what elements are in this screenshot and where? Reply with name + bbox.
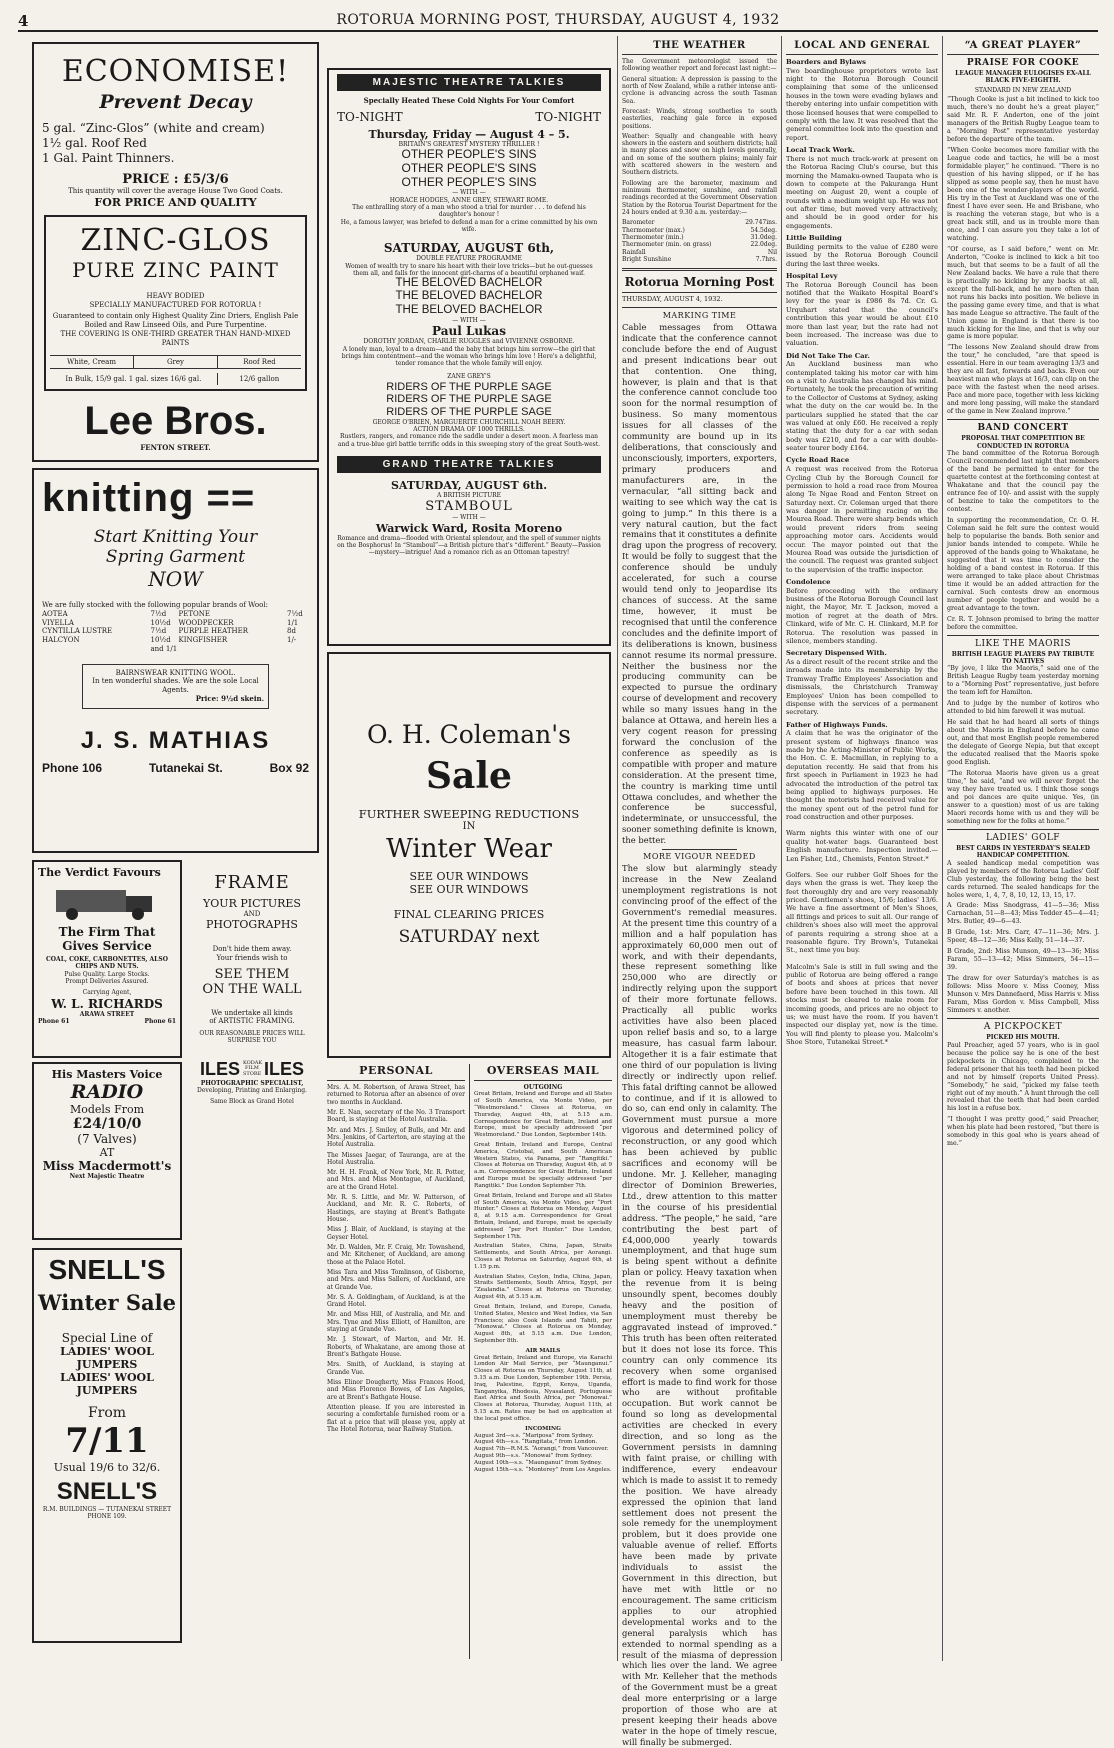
film-3-author: ZANE GREY'S [447,373,491,381]
wool-brand: WOODPECKER [178,618,234,627]
coleman-firm: O. H. Coleman's [366,720,571,749]
grand-with: — WITH — [452,514,486,522]
film-1-title: OTHER PEOPLE'S SINS [401,174,537,189]
personal-heading: PERSONAL [359,1064,433,1077]
band-para: Cr. R. T. Johnson promised to bring the matter before the committee. [947,615,1099,631]
maoris-para: And to judge by the number of kotiros who attended to bid him farewell it was mutual. [947,700,1099,716]
frame-l2: Your friends wish to [216,953,288,962]
film-1-blurb-a: The enthralling story of a man who stood a trial for murder . . . to defend his daughter's honour ! [352,204,586,219]
personal-para: Mrs. Smith, of Auckland, is staying at Grande Vue. [327,1361,465,1376]
radio-valves: (7 Valves) [77,1132,137,1146]
personal-body [327,1084,465,1433]
lee-bros-address: FENTON STREET. [140,443,211,453]
local-item-text: Building permits to the value of £280 were issued by the Rotorua Borough Council during the last three weeks. [786,242,938,268]
local-item-title: Hospital Levy [786,271,838,280]
personal-para: Mr. and Miss Hill, of Australia, and Mr. and Mrs. Tyne and Miss Elliott, of Hamilton, are staying at Grande Vue. [327,1311,465,1334]
snell-from: From [87,1405,127,1421]
coleman-l4: SEE OUR WINDOWS [409,870,529,883]
grand-stars: Warwick Ward, Rosita Moreno [375,521,563,535]
film-1-title: OTHER PEOPLE'S SINS [401,160,537,175]
radio-seller: Miss Macdermott's [42,1159,172,1173]
film-2-blurb-a: Women of wealth try to snare his heart with their love tricks—but he out-guesses them all, and falls for the innocent girl-charms of a beautiful orphaned waif. [345,262,593,277]
editorial-heading: MARKING TIME [662,310,737,320]
weather-para: General situation: A depression is passing to the north of New Zealand, while a rather intense anti-cyclone is advancing across the south Tasman Sea. [622,75,777,105]
incoming-item: August 7th—R.M.S. “Aorangi,” from Vancouver. [474,1446,609,1453]
weather-heading: THE WEATHER [653,40,746,51]
ad-economise-note: This quantity will cover the average House Two Good Coats. [68,187,283,195]
local-item-text: A claim that he was the originator of the present system of highways finance was made by the Acting-Minister of Public Works, the Hon. C. E. Macmillan, in replying to a deputation recently. He said that from his first speech in Parliament in 1923 he had advocated the introduction of the petrol tax being applied to highways purposes. He thought the motorists had received value for the money spent out of the petrol fund for road construction and other purposes. [786,729,938,822]
radio-at: AT [99,1146,115,1159]
truck-illustration [48,882,166,922]
maoris-para: “By jove, I like the Maoris,” said one of the British League Rugby team yesterday morning to a “Morning Post” representative, just before the team left for Hamilton. [947,665,1099,697]
wool-brand: PURPLE HEATHER [178,627,248,636]
verdict-pulse: Pulse Quality. Large Stocks. [64,970,150,978]
maoris-heading: LIKE THE MAORIS [974,638,1072,649]
overseas-para: Australian States, China, Japan, Straits Settlements, and South Africa, per Aorangi. Closes at Rotorua on Saturday, August 6th, at 1.15 p.m. [474,1243,612,1270]
truck-icon [48,882,178,922]
iles-dev: Developing, Printing and Enlarging. [197,1086,307,1094]
film-3-blurb: Rustlers, rangers, and romance ride the saddle under a desert moon. A fearless man and a true-blue girl battle terrific odds in this sweeping story of the great South-west. [337,433,601,448]
page-number: 4 [18,12,29,30]
ad-knitting [32,468,319,853]
wool-brand: HALCYON [42,636,80,644]
band-heading: BAND CONCERT [977,423,1069,434]
local-item-title: Cycle Road Race [786,456,850,465]
overseas-body [474,1091,612,1473]
reading-value: 29.747ins. [745,219,777,227]
wool-brand: KINGFISHER [178,636,228,644]
overseas-heading: OVERSEAS MAIL [486,1064,600,1077]
grand-date: SATURDAY, AUGUST 6th. [390,478,548,492]
paint-col-white: White, Cream [50,356,134,368]
tonight-left: TO-NIGHT [337,109,403,124]
zinc-spec-1: HEAVY BODIED [146,291,205,300]
majestic-date-2: SATURDAY, AUGUST 6th, [383,241,555,256]
grand-film: STAMBOUL [425,499,513,515]
editorial-paper-name: Rotorua Morning Post [624,275,775,289]
snell-usual: Usual 19/6 to 32/6. [53,1461,161,1474]
mathias-firm: J. S. MATHIAS [80,726,271,754]
paint-red-price: 12/6 gallon [239,375,280,384]
radio-models: Models From [69,1103,145,1116]
snell-address: R.M. BUILDINGS — TUTANEKAI STREET [42,1506,172,1513]
film-2-star: Paul Lukas [432,324,506,339]
verdict-tag-2: Gives Service [62,939,152,953]
pickpocket-heading-2: PICKED HIS MOUTH. [986,1034,1060,1042]
overseas-para: Great Britain, Ireland, and Europe, Canada, United States, Mexico and West Indies, via San Francisco; also Cook Islands and Tahiti, per “Monowai.” Closes at Rotorua on Monday, August 8th, at 5.15 a.m. Due London, September 8th. [474,1303,612,1344]
frame-t1: FRAME [214,872,290,893]
reading-row [622,256,777,263]
reading-value: 22.0deg. [750,241,777,249]
bairnswear-title: BAIRNSWEAR KNITTING WOOL. [115,668,236,677]
ad-economise-item: 1 Gal. Paint Thinners. [42,151,175,165]
editorial-heading-2: MORE VIGOUR NEEDED [643,852,756,862]
overseas-para: Great Britain, Ireland and Europe and all States of South America, via Monte Video, per “Port Hunter.” Closes at Rotorua on Monday, August 8, at 9.15 a.m. Correspondence for Great Britain, Ireland, and Europe, must be specially addressed “per Port Hunter.” Due London, September 17th. [474,1192,612,1240]
knitting-intro: We are fully stocked with the following popular brands of Wool: [42,601,268,609]
reading-row [622,234,777,241]
overseas-para: Great Britain, Ireland and Europe, Central America, Cristobal, and South American Western States, via Panama, per “Rangitiki.” Closes at Rotorua on Thursday, August 4th, at 9 a.m. Correspondence for Great Britain, Ireland and Europe must be specially addressed “per Rangitiki.” Due London September 7th. [474,1142,612,1189]
coleman-sale: Sale [426,755,512,797]
band-body [947,450,1099,632]
wool-price: 7½d [150,627,167,636]
local-item-title: Boarders and Bylaws [786,58,866,66]
weather-para: The Government meteorologist issued the following weather report and forecast last night:— [622,58,777,73]
coleman-l5: SEE OUR WINDOWS [409,883,529,896]
snell-line-1: Special Line of [61,1331,153,1345]
paint-price-header [50,355,301,368]
personal-para: The Misses Jaegar, of Tauranga, are at the Hotel Australia. [327,1151,465,1166]
film-1-cast: HORACE HODGES, ANNE GREY, STEWART ROME. [389,196,549,204]
editorial-column [622,264,777,1747]
mathias-box: Box 92 [269,760,309,775]
band-para: The band committee of the Rotorua Borough Council recommended last night that members of the band be permitted to enter for the quartette contest at the forthcoming contest at Whakatane and that the council pay the entrance fee of 10/- and assist with the supply of benzine to take the competitors to the contest. [947,449,1099,513]
band-para: In supporting the recommendation, Cr. O. H. Coleman said he felt sure the contest would help to popularise the bands. Both senior and junior bands intended to compete. While he approved of the bands going to Whakatane, he suggested that it was time to consider the holding of a band contest in Rotorua. If this were arranged to take place about Christmas time it would be an added attraction for the carnival. Such contests drew an enormous number of people together and would be a great advantage to the town. [947,516,1099,612]
verdict-phone-left: Phone 61 [38,1017,70,1025]
film-2-cast: DOROTHY JORDAN, CHARLIE RUGGLES and VIVIENNE OSBORNE. [363,338,575,346]
verdict-goods: COAL, COKE, CARBONETTES, ALSO CHIPS AND NUTS. [46,956,168,971]
film-3-title: RIDERS OF THE PURPLE SAGE [386,380,552,393]
local-item-text: Malcolm's Sale is still in full swing and the public of Rotorua are being offered a range of boots and shoes at prices that never before have been touched in this town. All stocks must be cleared to make room for incoming goods, and prices are no object to us; we must have the room. If you haven't inspected our display yet, now is the time. You will find plenty to please you. Malcolm's Shoe Store, Tutanekai Street.* [786,962,938,1047]
iles-logo-row [186,1059,318,1080]
film-3-genre: ACTION DRAMA OF 1000 THRILLS. [413,426,525,434]
film-1-blurb-b: He, a famous lawyer, was briefed to defend a man for a crime committed by his own wife. [340,218,598,234]
local-item-text: Warm nights this winter with one of our quality hot-water bags. Guaranteed best English manufacture. Inspection invited.—Len Fisher, Ltd., Chemists, Fenton Street.* [786,829,938,863]
local-item-title: Secretary Dispensed With. [786,649,887,658]
personal-para: Mr. J. Stewart, of Marton, and Mr. H. Roberts, of Whakatane, are among those at Brent's Bathgate House. [327,1336,465,1358]
local-item-text: Golfers. See our rubber Golf Shoes for the days when the grass is wet. They keep the feet thoroughly dry and are very reasonably priced. Gentlemen's shoes, 15/6; ladies' 13/6. We have a fine assortment of Men's Shoes, all fittings and prices to suit all. Our range of children's shoes also will meet the approval of parents requiring a strong shoe at a reasonable figure. Try Brown's, Tutanekai St., next time you buy. [786,870,938,955]
film-2-title: THE BELOVED BACHELOR [395,290,543,303]
ad-economise-item: 5 gal. “Zinc-Glos” (white and cream) [42,121,265,135]
radio-next: Next Majestic Theatre [69,1173,145,1180]
reading-label: Thermometer (min.) [622,233,684,241]
masthead [18,12,1098,32]
frame-t6: ON THE WALL [202,981,302,997]
snell-line-3: LADIES' WOOL JUMPERS [60,1371,154,1397]
iles-location: Same Block as Grand Hotel [210,1098,294,1106]
wool-price: 10½d and 1/1 [150,636,178,653]
wool-brand: VIYELLA [42,618,74,627]
reading-row [622,249,777,256]
reading-label: Rainfall [622,248,646,256]
golf-para: A sealed handicap medal competition was played by members of the Rotorua Ladies' Golf Club yesterday, the following being the best cards returned. The sealed handicaps for the holes were, 1, 4, 7, 8, 10, 12, 13, 15, 17. [947,859,1099,899]
mathias-phone: Phone 106 [42,760,103,775]
local-item-text: Before proceeding with the ordinary business of the Rotorua Borough Council last night, the Mayor, Mr. T. Jackson, moved a motion of regret at the death of Mrs. Clinkard, wife of Mr. C. H. Clinkard, M.P. for Rotorua. The resolution was passed in silence, members standing. [786,586,938,645]
snell-price: 7/11 [65,1421,149,1461]
verdict-name: W. L. RICHARDS [51,996,163,1011]
film-3-title: RIDERS OF THE PURPLE SAGE [386,406,552,419]
personal-para: Mrs. A. M. Robertson, of Arawa Street, has returned to Rotorua after an absence of over two months in Auckland. [327,1084,465,1106]
personal-para: Miss J. Blair, of Auckland, is staying at the Geyser Hotel. [327,1226,465,1241]
wool-price: 7½d [150,609,167,618]
verdict-phones [38,1018,176,1025]
paint-price-row [50,368,301,389]
iles-firm-right: ILES [264,1058,305,1079]
lee-bros-firm: Lee Bros. [84,399,267,444]
cooke-para: “Though Cooke is just a bit inclined to kick too much, there's no doubt he's a great player,” said Mr. R. F. Anderton, one of the joint managers of the British Rugby League team to a “Morning Post” representative yesterday before the departure of the team. [947,95,1099,143]
frame-t2: YOUR PICTURES [203,897,301,910]
coleman-l3: Winter Wear [386,834,552,864]
majestic-date-1: Thursday, Friday — August 4 – 5. [368,127,570,141]
reading-row [622,241,777,248]
weather-para: Following are the barometer, maximum and minimum thermometer, sunshine, and rainfall readings recorded at the Government Observation Station by the Rotorua Tourist Department for the 24 hours ended at 9.30 a.m. yesterday:— [622,179,777,216]
incoming-item: August 3rd—s.s. “Mariposa” from Sydney. [474,1432,594,1439]
local-column [786,38,938,1664]
majestic-heat: Specially Heated These Cold Nights For Your Comfort [363,96,575,105]
snell-firm: SNELL'S [56,1478,158,1505]
mathias-street: Tutanekai St. [148,760,223,775]
reading-label: Bright Sunshine [622,255,672,263]
cooke-heading: “A GREAT PLAYER” [964,40,1082,51]
coleman-l7: SATURDAY next [398,927,540,947]
cooke-para: “The lessons New Zealand should draw from the tour,” he concluded, “are that speed is essential. Here in our team averaging 13/3 and they are all fast, forwards and backs. Even our heaviest man who plays at 16/3, can clip on the pace with the fastest when the need arises. Pace and more pace, together with less kicking and more long passing, will make the standard of the game in New Zealand improve.” [947,344,1099,416]
ad-radio [32,1062,182,1240]
golf-para: The draw for over Saturday's matches is as follows: Miss Moore v. Miss Cooney, Miss Munson v. Mrs Dannefaerd, Miss Harris v. Miss Faram, Miss Gordon v. Miss Campbell, Miss Simmers v. another. [947,975,1099,1015]
wool-price: 10½d [150,618,171,627]
ad-coleman [327,652,611,1058]
frame-t4: PHOTOGRAPHS [206,918,298,931]
zinc-glos-subtitle: PURE ZINC PAINT [72,257,279,282]
sport-column [947,38,1099,1664]
local-heading: LOCAL AND GENERAL [794,40,930,51]
incoming-item: August 10th—s.s. “Maunganui” from Sydney. [474,1459,602,1466]
weather-para: Forecast: Winds, strong southerlies to south easterlies, reaching gale force in exposed positions. [622,107,777,130]
paint-col-grey: Grey [134,356,218,368]
ad-economise [32,42,319,462]
pickpocket-para: “I thought I was pretty good,” said Preacher, when his plate had been restored, “but there is somebody in this goal who is years ahead of me.” [947,1116,1099,1148]
ad-economise-item: 1½ gal. Roof Red [42,136,147,150]
golf-heading: LADIES' GOLF [985,832,1061,843]
ad-frame [186,872,318,1232]
tonight-right: TO-NIGHT [535,109,601,124]
editorial-para: The slow but alarmingly steady increase in the New Zealand unemployment registrations is not convincing proof of the effect of the Government's remedial measures. At the present time this country of a million and a half population has approximately 60,000 men out of work, and with their dependants, these represent something like 250,000 who are directly or indirectly relying upon the support of their more fortunate fellows. Practically all public works activities have also been placed upon relief basis and so, to a large measure, has casual farm labour. Altogether it is a fair estimate that one third of our population is living directly or indirectly upon relief. This fatal drifting cannot be allowed to continue, and if it is allowed to do so, can end only in calamity. The Government must pursue a more vigorous and determined policy of reconstruction, or any good which has been achieved by public sacrifices and economy will be undone. Mr. J. Kelleher, managing director of Dominion Breweries, Ltd., drew attention to this matter in the course of his presidential address. “The people,” he said, “are contributing the best part of £4,000,000 yearly towards unemployment, and that huge sum is being spent without a definite plan or policy. Heavy taxation when the revenue from it is being unsoundly spent, becomes doubly heavy and the position of unemployment must thereby be aggravated instead of improved.” This truth has been often reiterated but it does not lose its force. This country can only commence its recovery when some organised effort is made to find work for those who are without profitable occupation. But work cannot be found so long as developmental activities are checked in every direction, and so long as the Government persists in damning with faint praise, or chilling with indifference, every endeavour which is made to assist it to remedy the position. We have already expressed the opinion that land settlement does not present the sole remedy for the unemployment problem, but it does provide one valuable avenue of relief. Efforts have been made by private individuals to assist the Government in this direction, but have met with little or no encouragement. The same criticism applies to our atrophied developmental works and to the general paralysis which has extended to normal spending as a result of the miasma of depression which lies over the land. We agree with Mr. Kelleher that the methods of the Government must be a great deal more enterprising or a large proportion of those who are at present keeping their heads above water in the hope of timely rescue, will finally be submerged. [622,863,777,1747]
local-item-text: Two boardinghouse proprietors wrote last night to the Rotorua Borough Council complaining that some of the unlicensed houses in the town were evading bylaws and thereby entering into unfair competition with those licensed houses that were compelled to comply with the law. It was resolved that the general committee look into the question and report. [786,66,938,142]
incoming-item: August 4th—s.s. “Rangitata,” from London. [474,1439,598,1446]
weather-para: Weather: Squally and changeable with heavy showers in the eastern and southern districts; hail in many places and snow on high levels generally, and on some of the southern plains; mainly fair with scattered showers in the western and Southern districts. [622,132,777,177]
film-2-title: THE BELOVED BACHELOR [395,303,543,316]
golf-para: B Grade, 1st: Mrs. Carr, 47—11—36; Mrs. J. Speer, 48—12—36; Miss Kelly, 51—14—37. [947,929,1099,945]
frame-t3: AND [243,910,261,918]
frame-t5: SEE THEM [214,966,290,982]
wool-brand: CYNTILLA LUSTRE [42,627,113,636]
local-item-text: There is not much track-work at present on the Rotorua Racing Club's course, but this morning the Mamaku-owned Taupata who is down to compete at the Pakuranga Hunt meeting on August 20, went a couple of rounds with a medium weight up. He was not out after time, but moved very attractively, and should be in good order for his engagements. [786,154,938,230]
zinc-glos-brand: ZINC-GLOS [80,222,271,258]
majestic-thriller: BRITAIN'S GREATEST MYSTERY THRILLER ! [398,140,540,148]
local-item-title: Did Not Take The Car. [786,351,870,360]
band-heading-2: PROPOSAL THAT COMPETITION BE CONDUCTED IN ROTORUA [961,435,1085,450]
wool-brand: AOTEA [42,609,68,618]
frame-l1: Don't hide them away. [212,945,292,953]
golf-body [947,860,1099,1016]
personal-column [327,1062,465,1662]
wool-price: 1/- [287,636,297,644]
personal-para: Miss Tara and Miss Tomlinson, of Gisborne, and Mrs. and Miss Sallers, of Auckland, are at Grande Vue. [327,1268,465,1291]
reading-label: Thermometer (min. on grass) [622,241,712,249]
zinc-spec-4: THE COVERING IS ONE-THIRD GREATER THAN HAND-MIXED PAINTS [60,329,291,347]
personal-para: Attention please. If you are interested in securing a comfortable furnished room or a flat at a price that will please you, apply at The Hotel Rotorua, near Railway Station. [327,1403,465,1433]
ad-majestic [327,68,611,646]
air-mails-head: AIR MAILS [525,1347,561,1354]
personal-para: Mr. H. H. Frank, of New York, Mr. R. Potter, and Mrs. and Miss Montague, of Auckland, are at the Grand Hotel. [327,1169,465,1191]
cooke-heading-2: PRAISE FOR COOKE [966,58,1080,68]
masthead-title: ROTORUA MORNING POST, THURSDAY, AUGUST 4, 1932 [336,12,780,28]
radio-price: £24/10/0 [72,1116,142,1132]
reading-value: 7.7hrs. [755,255,777,263]
iles-firm-left: ILES [199,1058,240,1079]
knitting-line-1: Start Knitting Your [93,527,258,547]
cooke-heading-4: STANDARD IN NEW ZEALAND [974,86,1072,94]
bairnswear-box [82,664,269,709]
cooke-para: “Of course, as I said before,” went on Mr. Anderton, “Cooke is inclined to kick a bit too much, but that seems to be a fault of all the New Zealand backs. We have a rule that there is practically no kicking by any backs at all, except the full-back, and he more often than not runs his backs into position. We believe in the passing game every time, and that is what has made League so attractive. The fault of the Union game in England is that there is too much kicking for the line, and that is why our game is more popular. [947,245,1099,341]
radio-brand: His Masters Voice [51,1068,163,1081]
incoming-item: August 15th—s.s. “Monterey” from Los Angeles. [474,1466,612,1473]
wool-brand: PETONE [178,609,210,618]
personal-para: Mr. E. Nan, secretary of the No. 3 Transport Board, is staying at the Hotel Australia. [327,1108,465,1124]
maoris-para: He said that he had heard all sorts of things about the Maoris in England before he came out, and that most English people remembered the delegate of George Nepia, but that except the educated realised that the Maoris spoke good English. [947,719,1099,767]
bairnswear-price: Price: 9½d skein. [195,693,264,703]
mathias-contact [42,761,309,775]
reading-label: Barometer [622,219,655,227]
verdict-phone-right: Phone 61 [144,1017,176,1025]
reading-value: Nil [767,248,777,256]
personal-para: Mr. S. A. Goldingham, of Auckland, is at the Grand Hotel. [327,1293,465,1309]
golf-heading-2: BEST CARDS IN YESTERDAY'S SEALED HANDICAP COMPETITION. [956,844,1090,860]
overseas-para: Australian States, Ceylon, India, China, Japan, Straits Settlements, South Africa, Egypt, per “Zealandia.” Closes at Rotorua on Thursday, August 4th, at 5.15 a.m. [474,1273,612,1301]
personal-para: Mr. R. S. Little, and Mr. W. Patterson, of Auckland, and Mr. R. C. Roberts, of Hastings, are staying at Brent's Bathgate House. [327,1194,465,1223]
personal-para: Miss Elinor Dougherty, Miss Frances Hood, and Miss Florence Bowes, of Los Angeles, are at Brent's Bathgate House. [327,1378,465,1401]
pickpocket-heading: A PICKPOCKET [983,1022,1063,1033]
golf-para: B Grade, 2nd: Miss Munson, 49—13—36; Miss Faram, 55—13—42; Miss Simmers, 54—15—39. [947,948,1099,972]
radio-title: RADIO [70,1081,144,1103]
iles-kodak: KODAK FILM STORE [243,1059,263,1077]
frame-l3: We undertake all kinds [211,1008,293,1017]
paint-col-red: Roof Red [243,358,276,367]
frame-l6: SURPRISE YOU [227,1037,277,1045]
local-item-title: Local Track Work. [786,146,855,155]
ad-snell [32,1248,182,1643]
editorial-body-2 [622,863,777,1748]
golf-para: A Grade: Miss Snodgrass, 41—5—36; Miss Carnachan, 51—8—43; Miss Tedder 45—4—41; Mrs. Butler, 49—6—43. [947,902,1099,926]
local-item-text: A request was received from the Rotorua Cycling Club by the Borough Council for permission to hold a road race from Mourea along Te Ngae Road and Fenton Street on Saturday next. Cr. Coleman urged that there was danger in permitting racing on the Mourea Road. There were sharp bends which would prevent riders from seeing approaching motor cars. Accidents would occur. The mayor pointed out that the Mourea Road was outside the jurisdiction of the council. The request was granted subject to the supervision of the traffic inspector. [786,465,938,574]
cooke-body [947,96,1099,416]
maoris-heading-2: BRITISH LEAGUE PLAYERS PAY TRIBUTE TO NATIVES [951,650,1095,665]
ad-economise-subtitle: Prevent Decay [99,91,252,113]
verdict-street: ARAWA STREET [79,1010,135,1018]
overseas-outgoing: OUTGOING [523,1084,563,1091]
verdict-title: The Verdict Favours [38,866,161,879]
maoris-body [947,665,1099,826]
local-item-title: Condolence [786,578,831,586]
cooke-heading-3: LEAGUE MANAGER EULOGISES EX-ALL BLACK FIVE-EIGHTH. [955,70,1091,85]
maoris-para: “The Rotorua Maoris have given us a great time,” he said, “and we will never forget the way they have treated us. I think those songs and poi dances are quite unique. Yes, (in answer to a question) most of us are taking Maori records home with us and they will be something new for the folks at home.” [947,770,1099,825]
film-1-title: OTHER PEOPLE'S SINS [401,147,537,162]
incoming-item: August 9th—s.s. “Monowai” from Sydney. [474,1452,593,1459]
personal-para: Mr. D. Walden, Mr. F. Craig, Mr. Townshend, and Mr. Kitchener, of Auckland, are among those at the Palace Hotel. [327,1243,465,1266]
film-3-title: RIDERS OF THE PURPLE SAGE [386,393,552,406]
local-item-text: As a direct result of the recent strike and the inroads made into its membership by the Tramway Traffic Employees' Association and dismissals, the Christchurch Tramway Employees' Union has been compelled to dispense with the services of a permanent secretary. [786,658,938,717]
coleman-l6: FINAL CLEARING PRICES [393,908,545,921]
personal-para: Mr. and Mrs. J. Smiley, of Bulls, and Mr. and Mrs. Jenkins, of Carterton, are staying at the Hotel Australia. [327,1126,465,1149]
film-2-with: — WITH — [452,316,486,324]
weather-body [622,58,777,216]
reading-row [622,227,777,234]
editorial-date: THURSDAY, AUGUST 4, 1932. [622,295,723,303]
editorial-body [622,322,777,846]
verdict-carry: Carrying Agent, [82,989,132,997]
reading-row [622,219,777,226]
local-item-text: An Auckland business man who contemplated taking his motor car with him on a visit to Australia has changed his mind. Fortunately, he took the precaution of writing to the Collector of Customs at Sydney, asking what the duty on the car would be. In the particulars supplied he stated that the car was valued at only £60. He received a reply stating that the duty for a car with sedan body was £210, and for a car with double-seater tourer body £164. [786,360,938,453]
local-item-title: Father of Highways Funds. [786,720,888,729]
overseas-para: Great Britain, Ireland and Europe and all States of South America, via Monte Video, per “Westmoreland.” Closes at Rotorua, on Thursday, August 4th, at 5.15 a.m. Correspondence for Great Britain, Ireland and Europe, must be specially addressed “per Westmoreland.” Due London, September 14th. [474,1091,612,1139]
reading-label: Thermometer (max.) [622,226,685,234]
film-3-cast: GEORGE O'BRIEN, MARGUERITE CHURCHILL NOAH BEERY. [372,418,566,426]
incoming-head: INCOMING [525,1425,561,1432]
bairnswear-text: In ten wonderful shades. We are the sole Local Agents. [92,677,259,694]
ad-verdict [32,860,182,1058]
ad-economise-tag: FOR PRICE AND QUALITY [94,195,257,209]
snell-phone: PHONE 109. [87,1513,127,1521]
local-item-text: The Rotorua Borough Council has been notified that the Waikato Hospital Board's levy for the year is £986 8s 7d. Cr. G. Urquhart stated that the council's contribution this year would be about £10 more than last year, but the rate had not been increased. The increase was due to valuation. [786,280,938,348]
zinc-glos-panel [44,215,307,392]
ad-economise-price: PRICE : £5/3/6 [122,172,229,187]
snell-line-2: LADIES' WOOL JUMPERS [60,1345,154,1371]
wool-price: 7½d [287,609,303,618]
knitting-title: knitting == [42,476,256,520]
weather-readings [622,219,777,263]
snell-sale: Winter Sale [38,1290,177,1315]
local-body [786,58,938,1046]
zinc-spec-3: Guaranteed to contain only Highest Quality Zinc Driers, English Pale Boiled and Raw Linseed Oils, and Pure Turpentine. [52,312,299,329]
film-1-with: — WITH — [452,189,486,197]
wool-list [42,610,309,654]
film-2-blurb-b: A lonely man, loyal to a dream—and the baby that brings him sorrow—the girl that brings him contentment—and the woman who brings him love ! Here's a delightful, tender romance that the whole family will enjoy. [341,345,597,368]
frame-l4: of ARTISTIC FRAMING. [209,1017,295,1026]
grand-blurb: Romance and drama—flooded with Oriental splendour, and the spell of summer nights on the Bosphorus! In “Stamboul”—a British picture that's “different.” Beauty—Passion—mystery—intrigue! And a romance rich as an Ottoman tapestry! [337,534,601,557]
verdict-prompt: Prompt Deliveries Assured. [65,977,149,985]
grand-picture: A BRITISH PICTURE [436,491,502,499]
local-item-title: Little Building [786,234,842,243]
pickpocket-body [947,1042,1099,1149]
verdict-tag-1: The Firm That [58,925,156,939]
pickpocket-para: Paul Preacher, aged 57 years, who is in gaol because the police say he is one of the best pickpockets in Chicago, complained to the federal prisoner that his teeth had been picked and not by himself (reports United Press). “Somebody,” he said, “picked my false teeth right out of my mouth.” A hunt through the cell revealed that the teeth that had been carded his lost in a refuse box. [947,1041,1099,1113]
knitting-line-2: Spring Garment [105,547,246,567]
grand-banner: GRAND THEATRE TALKIES [337,456,601,473]
ad-economise-title: ECONOMISE! [61,54,290,89]
wool-price: 1/1 [287,618,299,627]
coleman-l2: IN [462,821,476,832]
overseas-column [474,1062,612,1662]
editorial-para: Cable messages from Ottawa indicate that the conference cannot conclude before the end of August and present indications bear out that contention. One thing, however, is plain and that is that the conference cannot conclude too soon for the normal resumption of business. So many momentous issues for all classes of the community are bound up in its deliberations, that consciously and unconsciously, importers, exporters, primary producers and manufacturers are, in the vernacular, “all sitting back and waiting to see which way the cat is going to jump.” In this there is a very natural caution, but the fact remains that it constitutes a definite drag upon the progress of recovery. It would be folly to suggest that the conference should be unduly accelerated, for such a course would tend only to jeopardise its chances of success. At the same time, however, it must be recognised that until the conference concludes and the definite import of its deliberations is known, business cannot resume its normal pressure. Neither the business nor the producing community can be expected to pursue the ordinary course of development and recovery while so many issues hang in the balance at Ottawa, and herein lies a very cogent reason for pressing forward the conclusion of the conference as speedily as is compatible with proper and mature consideration. At the present time, the country is marking time until Ottawa concludes, and whether the conference be successful, indeterminate, or unsuccessful, the sooner something definite is known, the better. [622,321,777,846]
majestic-banner: MAJESTIC THEATRE TALKIES [337,74,601,91]
coleman-l1: FURTHER SWEEPING REDUCTIONS [358,807,580,821]
reading-value: 54.5deg. [750,226,777,234]
frame-l5: OUR REASONABLE PRICES WILL [199,1030,305,1037]
air-mails-para: Great Britain, Ireland and Europe, via Karachi London Air Mail Service, per “Maunganui.” Closes at Rotorua on Thursday, August 11th, at 5.15 a.m. Due London, September 19th. Persia, Iraq, Palestine, Egypt, Kenya, Uganda, Tanganyika, Rhodesia, Nyasaland, Portuguese East Africa and South Africa, per “Monowai.” Closes at Rotorua, Thursday, August 11th, at 5.15 a.m. Rates may be had on application at the local post office. [474,1354,612,1422]
reading-value: 31.0deg. [750,233,777,241]
paint-bulk-price: In Bulk, 15/9 gal. 1 gal. sizes 16/6 gal. [50,373,218,385]
iles-dept: PHOTOGRAPHIC SPECIALIST, [200,1079,304,1087]
snell-title: SNELL'S [48,1254,166,1285]
knitting-line-3: NOW [148,567,203,591]
majestic-tonight [337,110,601,124]
weather-column [622,38,777,263]
film-2-title: THE BELOVED BACHELOR [395,277,543,290]
wool-price: 8d [287,627,296,636]
zinc-spec-2: SPECIALLY MANUFACTURED FOR ROTORUA ! [89,300,262,309]
majestic-double: DOUBLE FEATURE PROGRAMME [416,255,522,263]
cooke-para: “When Cooke becomes more familiar with the League code and tactics, he will be a most formidable player,” he continued. “There is no question of his having slipped, or if he has slipped as some people say, then he must have been one of the wonder-players of the world. His try in the Test at Auckland was one of the finest I have ever seen. He and Brisbane, who is reaching the veteran stage, but who is a great back still, and us in trouble more than once, and I can assure you they take a lot of watching. [947,146,1099,242]
